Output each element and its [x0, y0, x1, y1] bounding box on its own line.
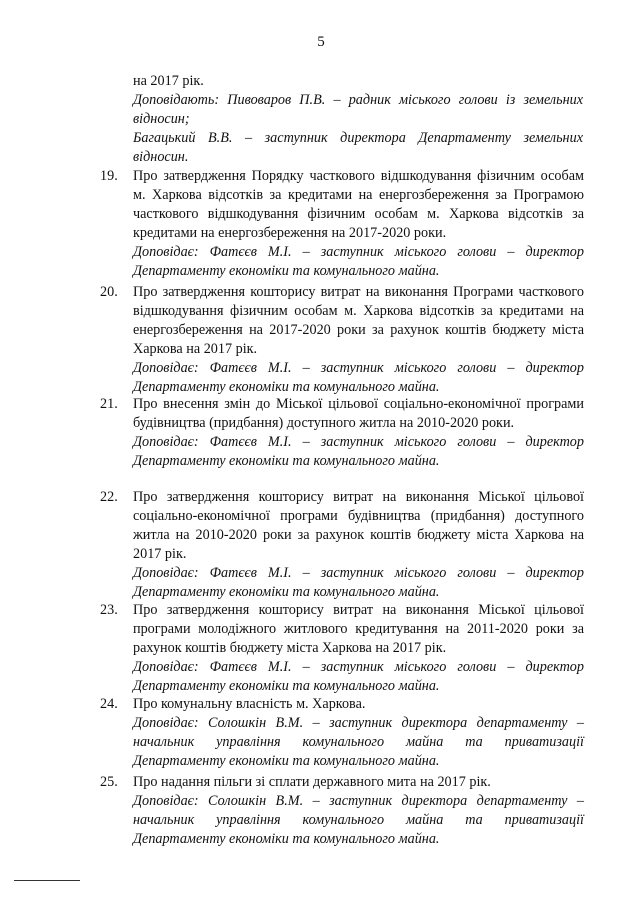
item-title: Про надання пільги зі сплати державного мита на 2017 рік.: [133, 774, 491, 790]
agenda-item-20: [100, 283, 584, 397]
item-title: Про затвердження Порядку часткового відшкодування фізичним особам м. Харкова відсотків за кредитами на енергозбереження за Програмою часткового відшкодування фізичним особам м. Харкова відсотків за кредитами на енергозбереження на 2017-2020 роки.: [133, 168, 584, 241]
agenda-item-24: [100, 695, 584, 771]
item-speaker: Доповідає: Солошкін В.М. – заступник директора департаменту – начальник управління комунального майна та приватизації Департаменту економіки та комунального майна.: [133, 793, 584, 847]
agenda-item-23: [100, 601, 584, 696]
agenda-item-19: [100, 167, 584, 281]
item-number: 24.: [100, 696, 118, 712]
agenda-item-22: [100, 488, 584, 602]
speaker-line: Доповідають: Пивоваров П.В. – радник міського голови із земельних відносин;: [133, 92, 583, 127]
agenda-item-21: [100, 395, 584, 471]
item-number: 22.: [100, 489, 118, 505]
item-number: 23.: [100, 602, 118, 618]
item-number: 19.: [100, 168, 118, 184]
item-title: Про затвердження кошторису витрат на виконання Програми часткового відшкодування фізичним особам м. Харкова відсотків за кредитами на енергозбереження на 2017-2020 роки за рахунок коштів бюджету міста Харкова на 2017 рік.: [133, 284, 584, 357]
item-title: Про затвердження кошторису витрат на виконання Міської цільової програми молодіжного житлового кредитування на 2011-2020 роки за рахунок коштів бюджету міста Харкова на 2017 рік.: [133, 602, 584, 656]
item-speaker: Доповідає: Фатєєв М.І. – заступник міського голови – директор Департаменту економіки та комунального майна.: [133, 565, 584, 600]
item-title: Про комунальну власність м. Харкова.: [133, 696, 366, 712]
item-title: Про затвердження кошторису витрат на виконання Міської цільової соціально-економічної програми будівництва (придбання) доступного житла на 2010-2020 роки за рахунок коштів бюджету міста Харкова на 2017 рік.: [133, 489, 584, 562]
item-speaker: Доповідає: Фатєєв М.І. – заступник міського голови – директор Департаменту економіки та комунального майна.: [133, 659, 584, 694]
footer-rule: [14, 880, 80, 881]
item-speaker: Доповідає: Фатєєв М.І. – заступник міського голови – директор Департаменту економіки та комунального майна.: [133, 434, 584, 469]
item-number: 20.: [100, 284, 118, 300]
page-number: 5: [317, 34, 325, 50]
item-speaker: Доповідає: Фатєєв М.І. – заступник міського голови – директор Департаменту економіки та комунального майна.: [133, 244, 584, 279]
continuation-block: [133, 72, 583, 167]
speaker-line: Багацький В.В. – заступник директора Департаменту земельних відносин.: [133, 130, 583, 165]
item-speaker: Доповідає: Солошкін В.М. – заступник директора департаменту – начальник управління комунального майна та приватизації Департаменту економіки та комунального майна.: [133, 715, 584, 769]
item-speaker: Доповідає: Фатєєв М.І. – заступник міського голови – директор Департаменту економіки та комунального майна.: [133, 360, 584, 395]
agenda-item-25: [100, 773, 584, 849]
continuation-text: на 2017 рік.: [133, 73, 204, 89]
item-title: Про внесення змін до Міської цільової соціально-економічної програми будівництва (придбання) доступного житла на 2010-2020 роки.: [133, 396, 584, 431]
item-number: 25.: [100, 774, 118, 790]
item-number: 21.: [100, 396, 118, 412]
